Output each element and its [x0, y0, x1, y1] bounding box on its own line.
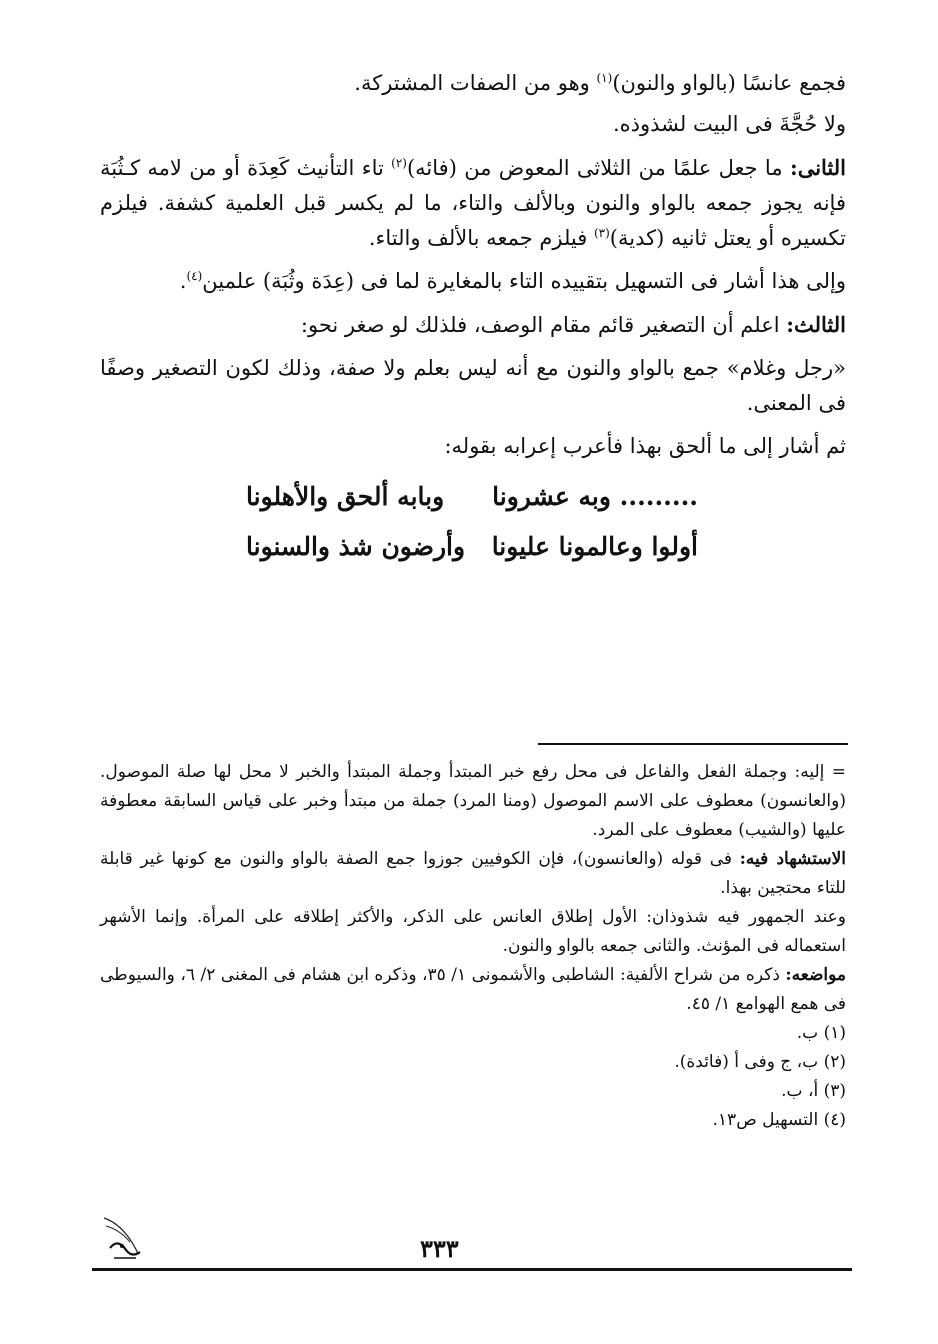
verse-line-1	[246, 472, 698, 522]
footnote-1: (١) ب.	[796, 1023, 846, 1043]
poem-verses	[246, 472, 698, 572]
footnote-mawadi: مواضعه: ذكره من شراح الألفية: الشاطبى والأشمونى ١/ ٣٥، وذكره ابن هشام فى المغنى ٢/ ٦، والسيوطى فى همع الهوامع ١/ ٤٥.	[100, 965, 846, 1014]
footnote-separator	[538, 743, 848, 745]
paragraph-2: ولا حُجَّةَ فى البيت لشذوذه.	[612, 112, 846, 136]
paragraph-1: فجمع عانسًا (بالواو والنون)$^{(١)}$ وهو من الصفات المشتركة.	[354, 71, 846, 95]
footnote-ref-3[interactable]: (٣)	[593, 226, 610, 240]
footnote-continuation: = إليه: وجملة الفعل والفاعل فى محل رفع خبر المبتدأ وجملة المبتدأ والخبر لا محل لها صلة الموصول. (والعانسون) معطوف على الاسم الموصول (ومنا المرد) جملة من مبتدأ وخبر على قياس السابقة معطوفة عليها (والشيب) معطوف على المرد.	[100, 762, 846, 840]
paragraph-third: الثالث: اعلم أن التصغير قائم مقام الوصف، فلذلك لو صغر نحو:	[300, 312, 846, 337]
verse-2-first-hemistich: أولوا وعالمونا عليونا	[491, 532, 698, 561]
paragraph-intro-verse: ثم أشار إلى ما ألحق بهذا فأعرب إعرابه بقوله:	[444, 434, 846, 458]
footnote-3: (٣) أ، ب.	[781, 1081, 846, 1101]
verse-1-second-hemistich: وبابه ألحق والأهلونا	[246, 482, 445, 511]
paragraph-tashil: وإلى هذا أشار فى التسهيل بتقييده التاء بالمغايرة لما فى (عِدَة وثُبَة) علمين$^{(٤)}$.	[179, 269, 846, 293]
footnote-4: (٤) التسهيل ص١٣.	[712, 1110, 846, 1130]
ornament-mark-icon	[96, 1208, 146, 1268]
footnote-ref-4[interactable]: (٤)	[186, 269, 203, 283]
footnotes-section	[100, 758, 846, 1135]
footnote-jumhur: وعند الجمهور فيه شذوذان: الأول إطلاق العانس على الذكر، والأكثر إطلاقه على المرأة. وإنما الأشهر استعماله فى المؤنث. والثانى جمعه بالواو والنون.	[100, 907, 846, 956]
page-number: ٣٣٣	[420, 1234, 459, 1263]
main-text	[100, 66, 846, 572]
verse-1-first-hemistich: ......... وبه عشرونا	[492, 482, 698, 511]
paragraph-second: الثانى: ما جعل علمًا من الثلاثى المعوض من (فائه)$^{(٢)}$ تاء التأنيث كَعِدَة أو من لامه كـثُبَة فإنه يجوز جمعه بالواو والنون وبالألف والتاء، ما لم يكسر قبل العلمية كشفة. فيلزم تكسيره أو يعتل ثانيه (كدية)$^{(٣)}$ فيلزم جمعه بالألف والتاء.	[100, 155, 847, 250]
verse-line-2	[246, 522, 698, 572]
paragraph-example: «رجل وغلام» جمع بالواو والنون مع أنه ليس بعلم ولا صفة، وذلك لكون التصغير وصفًا فى المعنى.	[100, 356, 846, 415]
footnote-ref-1[interactable]: (١)	[596, 71, 613, 85]
footnote-ref-2[interactable]: (٢)	[391, 156, 407, 170]
heading-second: الثانى:	[789, 155, 847, 180]
verse-2-second-hemistich: وأرضون شذ والسنونا	[246, 532, 466, 561]
bottom-rule	[92, 1268, 852, 1271]
footnote-istishhad: الاستشهاد فيه: فى قوله (والعانسون)، فإن الكوفيين جوزوا جمع الصفة بالواو والنون مع كونها غير قابلة للتاء محتجين بهذا.	[100, 849, 847, 898]
heading-third: الثالث:	[786, 312, 846, 337]
footnote-2: (٢) ب، ج وفى أ (فائدة).	[674, 1052, 846, 1072]
